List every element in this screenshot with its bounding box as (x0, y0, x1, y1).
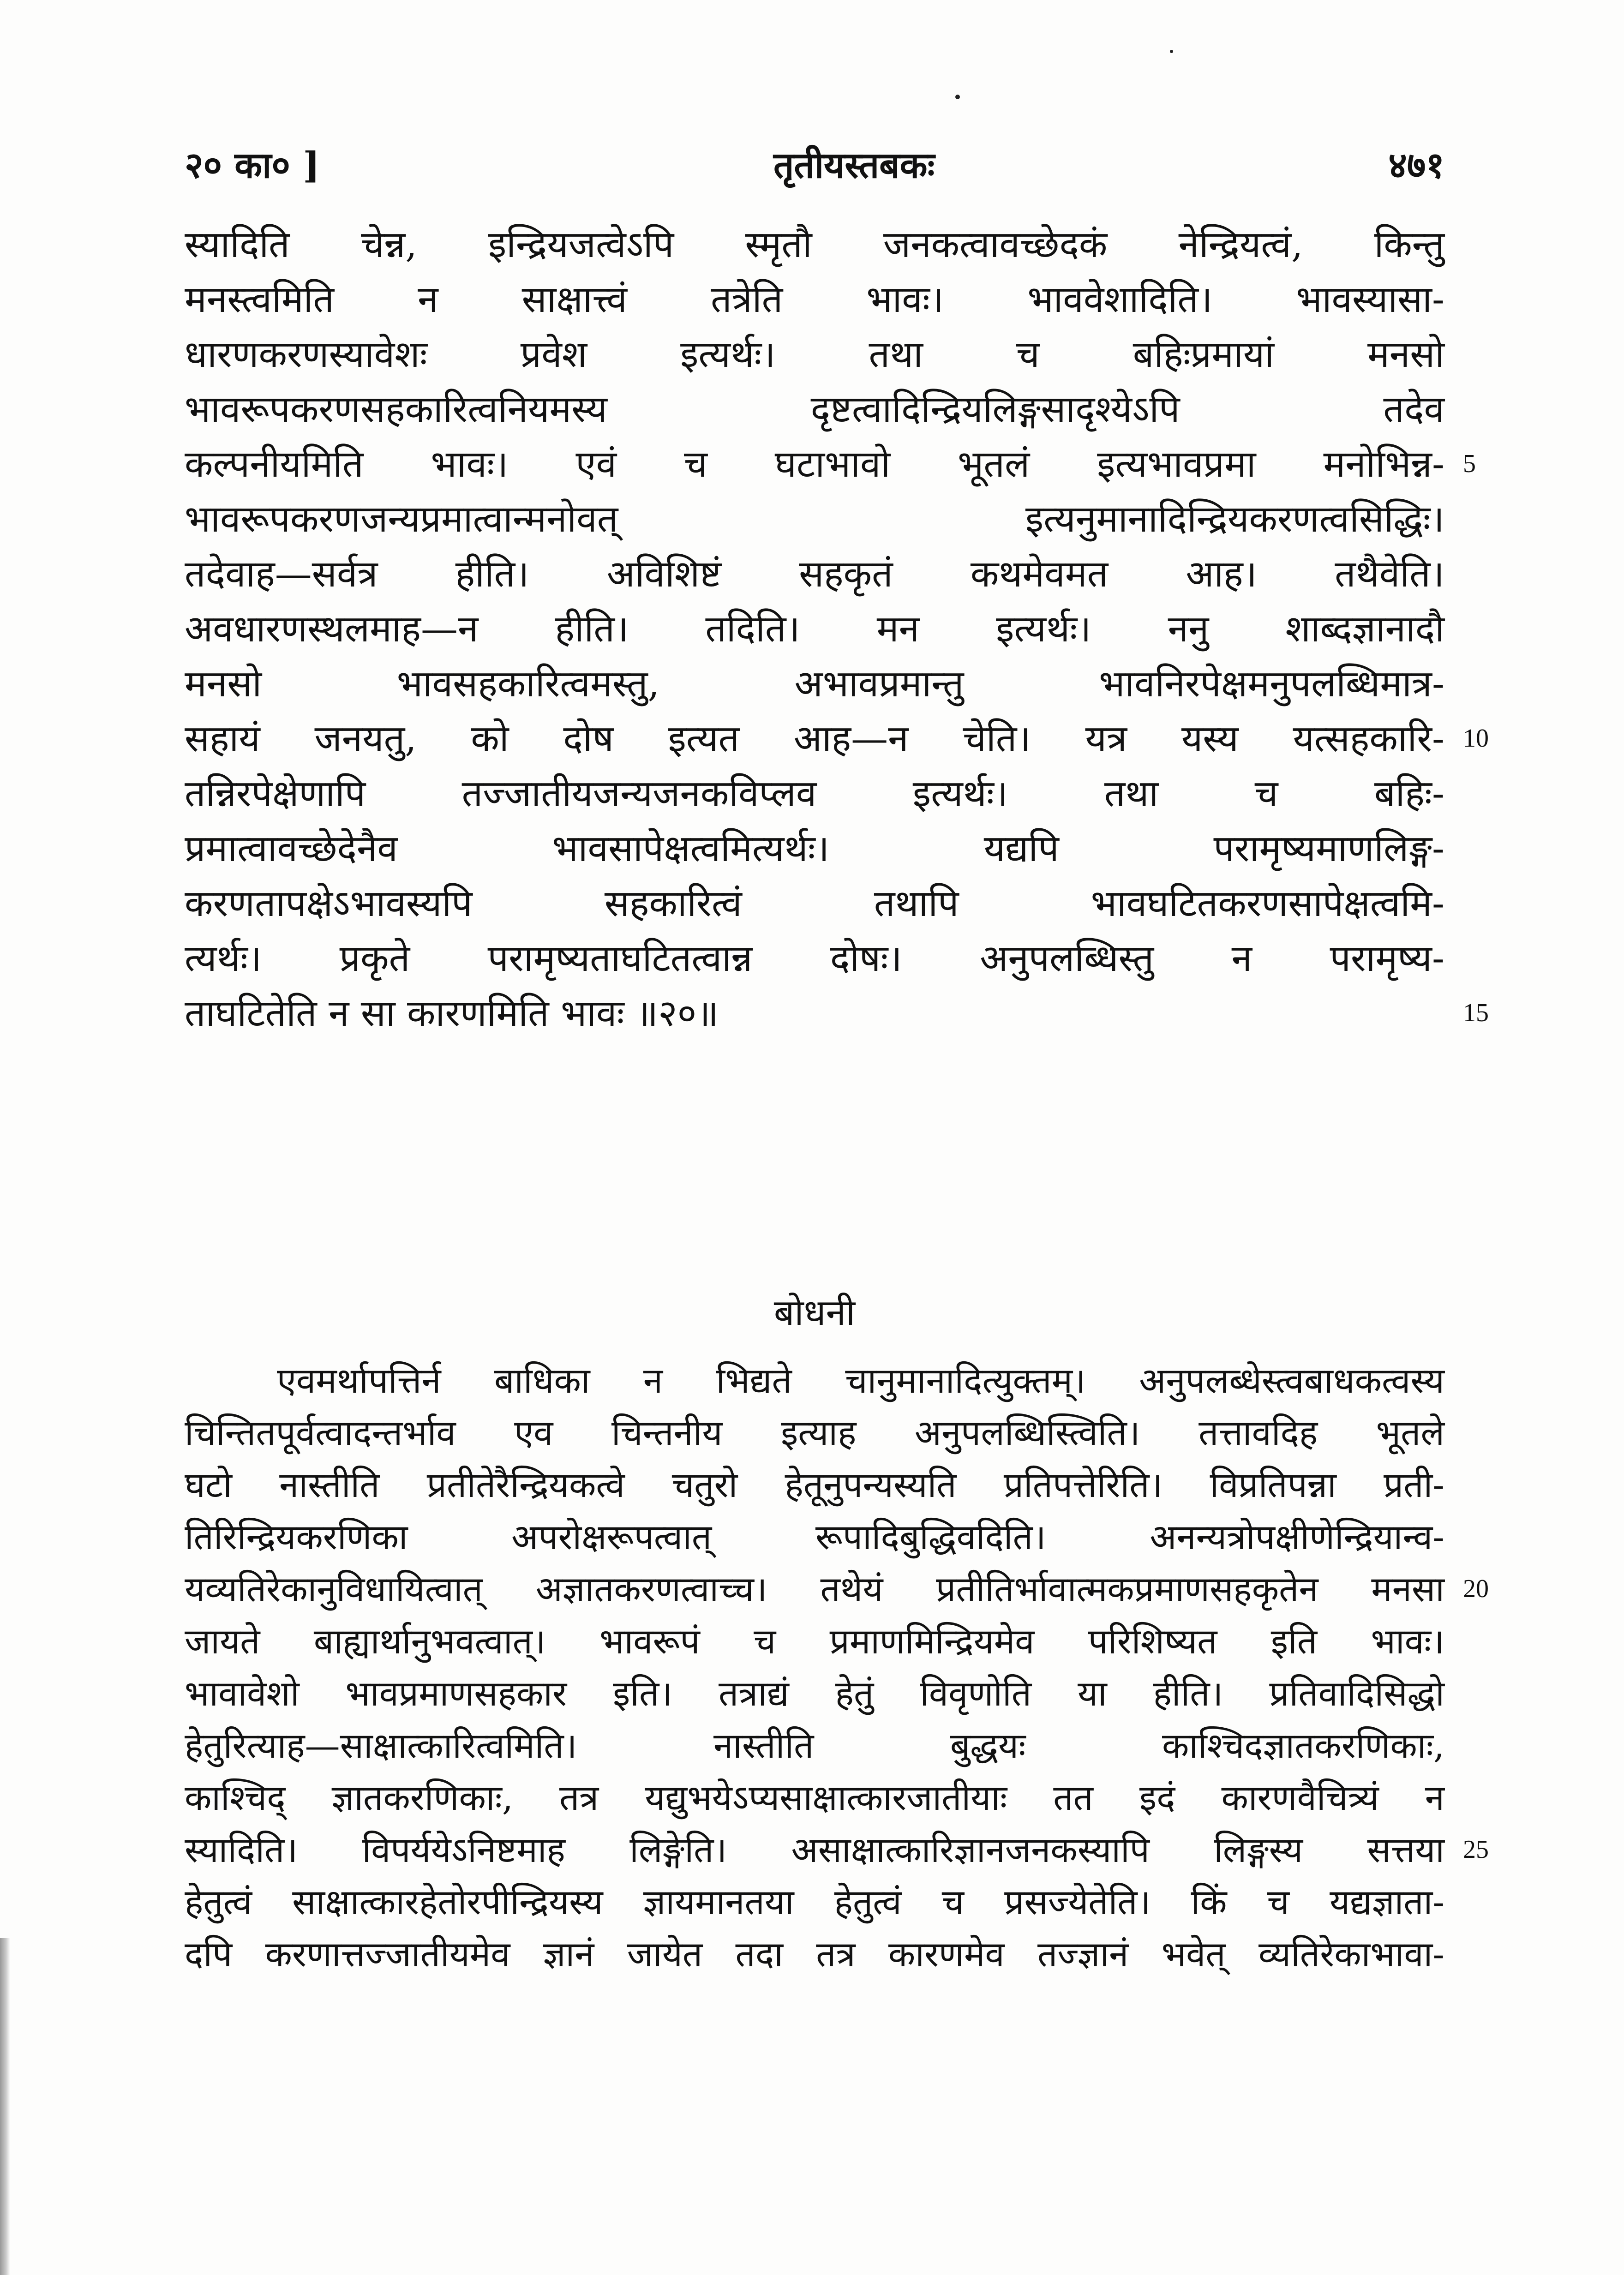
text-line: धारणकरणस्यावेशः प्रवेश इत्यर्थः। तथा च बहिःप्रमायां मनसो (185, 333, 1444, 376)
page-number: ४७१ (1388, 144, 1444, 186)
text-line: काश्चिद् ज्ञातकरणिकाः, तत्र यद्युभयेऽप्यसाक्षात्कारजातीयाः तत इदं कारणवैचित्र्यं न (185, 1777, 1444, 1818)
text-line: कल्पनीयमिति भावः। एवं च घटाभावो भूतलं इत्यभावप्रमा मनोभिन्न- 5 (185, 437, 1444, 491)
text-line: भावरूपकरणजन्यप्रमात्वान्मनोवत् इत्यनुमानादिन्द्रियकरणत्वसिद्धिः। (185, 497, 1444, 540)
line-number: 10 (1463, 724, 1489, 753)
text-line: भावावेशो भावप्रमाणसहकार इति। तत्राद्यं हेतुं विवृणोति या हीति। प्रतिवादिसिद्धो (185, 1673, 1444, 1714)
text-line: प्रमात्वावच्छेदेनैव भावसापेक्षत्वमित्यर्थः। यद्यपि परामृष्यमाणलिङ्ग- (185, 827, 1444, 870)
running-header (185, 138, 1444, 189)
text-line: सहायं जनयतु, को दोष इत्यत आह—न चेति। यत्र यस्य यत्सहकारि- 10 (185, 711, 1444, 766)
text-line: अवधारणस्थलमाह—न हीति। तदिति। मन इत्यर्थः। ननु शाब्दज्ञानादौ (185, 607, 1444, 650)
text-line: यव्यतिरेकानुविधायित्वात् अज्ञातकरणत्वाच्च। तथेयं प्रतीतिर्भावात्मकप्रमाणसहकृतेन मनसा 20 (185, 1563, 1444, 1615)
text-line: हेतुत्वं साक्षात्कारहेतोरपीन्द्रियस्य ज्ञायमानतया हेतुत्वं च प्रसज्येतेति। किं च यद्यज्ञाता- (185, 1881, 1444, 1922)
header-title: तृतीयस्तबकः (773, 144, 935, 186)
text-line: स्यादिति। विपर्ययेऽनिष्टमाह लिङ्गेति। असाक्षात्कारिज्ञानजनकस्यापि लिङ्गस्य सत्तया 25 (185, 1824, 1444, 1876)
text-line: तिरिन्द्रियकरणिका अपरोक्षरूपत्वात् रूपादिबुद्धिवदिति। अनन्यत्रोपक्षीणेन्द्रियान्व- (185, 1516, 1444, 1557)
text-line: तन्निरपेक्षेणापि तज्जातीयजन्यजनकविप्लव इत्यर्थः। तथा च बहिः- (185, 772, 1444, 815)
text-line: तदेवाह—सर्वत्र हीति। अविशिष्टं सहकृतं कथमेवमत आह। तथैवेति। (185, 552, 1444, 595)
binding-edge-shadow (0, 1938, 10, 2275)
line-number: 25 (1463, 1835, 1489, 1864)
commentary-block (185, 217, 1489, 1041)
text-line: घटो नास्तीति प्रतीतेरैन्द्रियकत्वे चतुरो हेतूनुपन्यस्यति प्रतिपत्तेरिति। विप्रतिपन्ना प्रती- (185, 1464, 1444, 1505)
text-line: दपि करणात्तज्जातीयमेव ज्ञानं जायेत तदा तत्र कारणमेव तज्ज्ञानं भवेत् व्यतिरेकाभावा- (185, 1934, 1444, 1975)
text-line: स्यादिति चेन्न, इन्द्रियजत्वेऽपि स्मृतौ जनकत्वावच्छेदकं नेन्द्रियत्वं, किन्तु (185, 223, 1444, 266)
text-line: मनसो भावसहकारित्वमस्तु, अभावप्रमान्तु भावनिरपेक्षमनुपलब्धिमात्र- (185, 662, 1444, 705)
text-line: मनस्त्वमिति न साक्षात्त्वं तत्रेति भावः। भाववेशादिति। भावस्यासा- (185, 278, 1444, 321)
ink-speck (955, 95, 960, 99)
text-line: चिन्तितपूर्वत्वादन्तर्भाव एव चिन्तनीय इत्याह अनुपलब्धिस्त्विति। तत्तावदिह भूतले (185, 1412, 1444, 1453)
section-title: बोधनी (773, 1292, 856, 1334)
text-line: त्यर्थः। प्रकृते परामृष्यताघटितत्वान्न दोषः। अनुपलब्धिस्तु न परामृष्य- (185, 937, 1444, 980)
text-line: एवमर्थापत्तिर्न बाधिका न भिद्यते चानुमानादित्युक्तम्। अनुपलब्धेस्त्वबाधकत्वस्य (277, 1360, 1444, 1401)
text-line: करणतापक्षेऽभावस्यपि सहकारित्वं तथापि भावघटितकरणसापेक्षत्वमि- (185, 882, 1444, 925)
ink-speck (1170, 50, 1173, 53)
line-number: 5 (1463, 449, 1476, 478)
line-number: 20 (1463, 1575, 1489, 1603)
header-left: २० का० ] (185, 144, 320, 186)
line-number: 15 (1463, 999, 1489, 1027)
bodhani-block (185, 1354, 1489, 1980)
text-line: जायते बाह्यार्थानुभवत्वात्। भावरूपं च प्रमाणमिन्द्रियमेव परिशिष्यत इति भावः। (185, 1621, 1444, 1662)
text-line: भावरूपकरणसहकारित्वनियमस्य दृष्टत्वादिन्द्रियलिङ्गसादृश्येऽपि तदेव (185, 388, 1444, 431)
text-line: हेतुरित्याह—साक्षात्कारित्वमिति। नास्तीति बुद्धयः काश्चिदज्ञातकरणिकाः, (185, 1725, 1444, 1766)
text-line: ताघटितेति न सा कारणमिति भावः ॥२०॥ 15 (185, 986, 1444, 1041)
